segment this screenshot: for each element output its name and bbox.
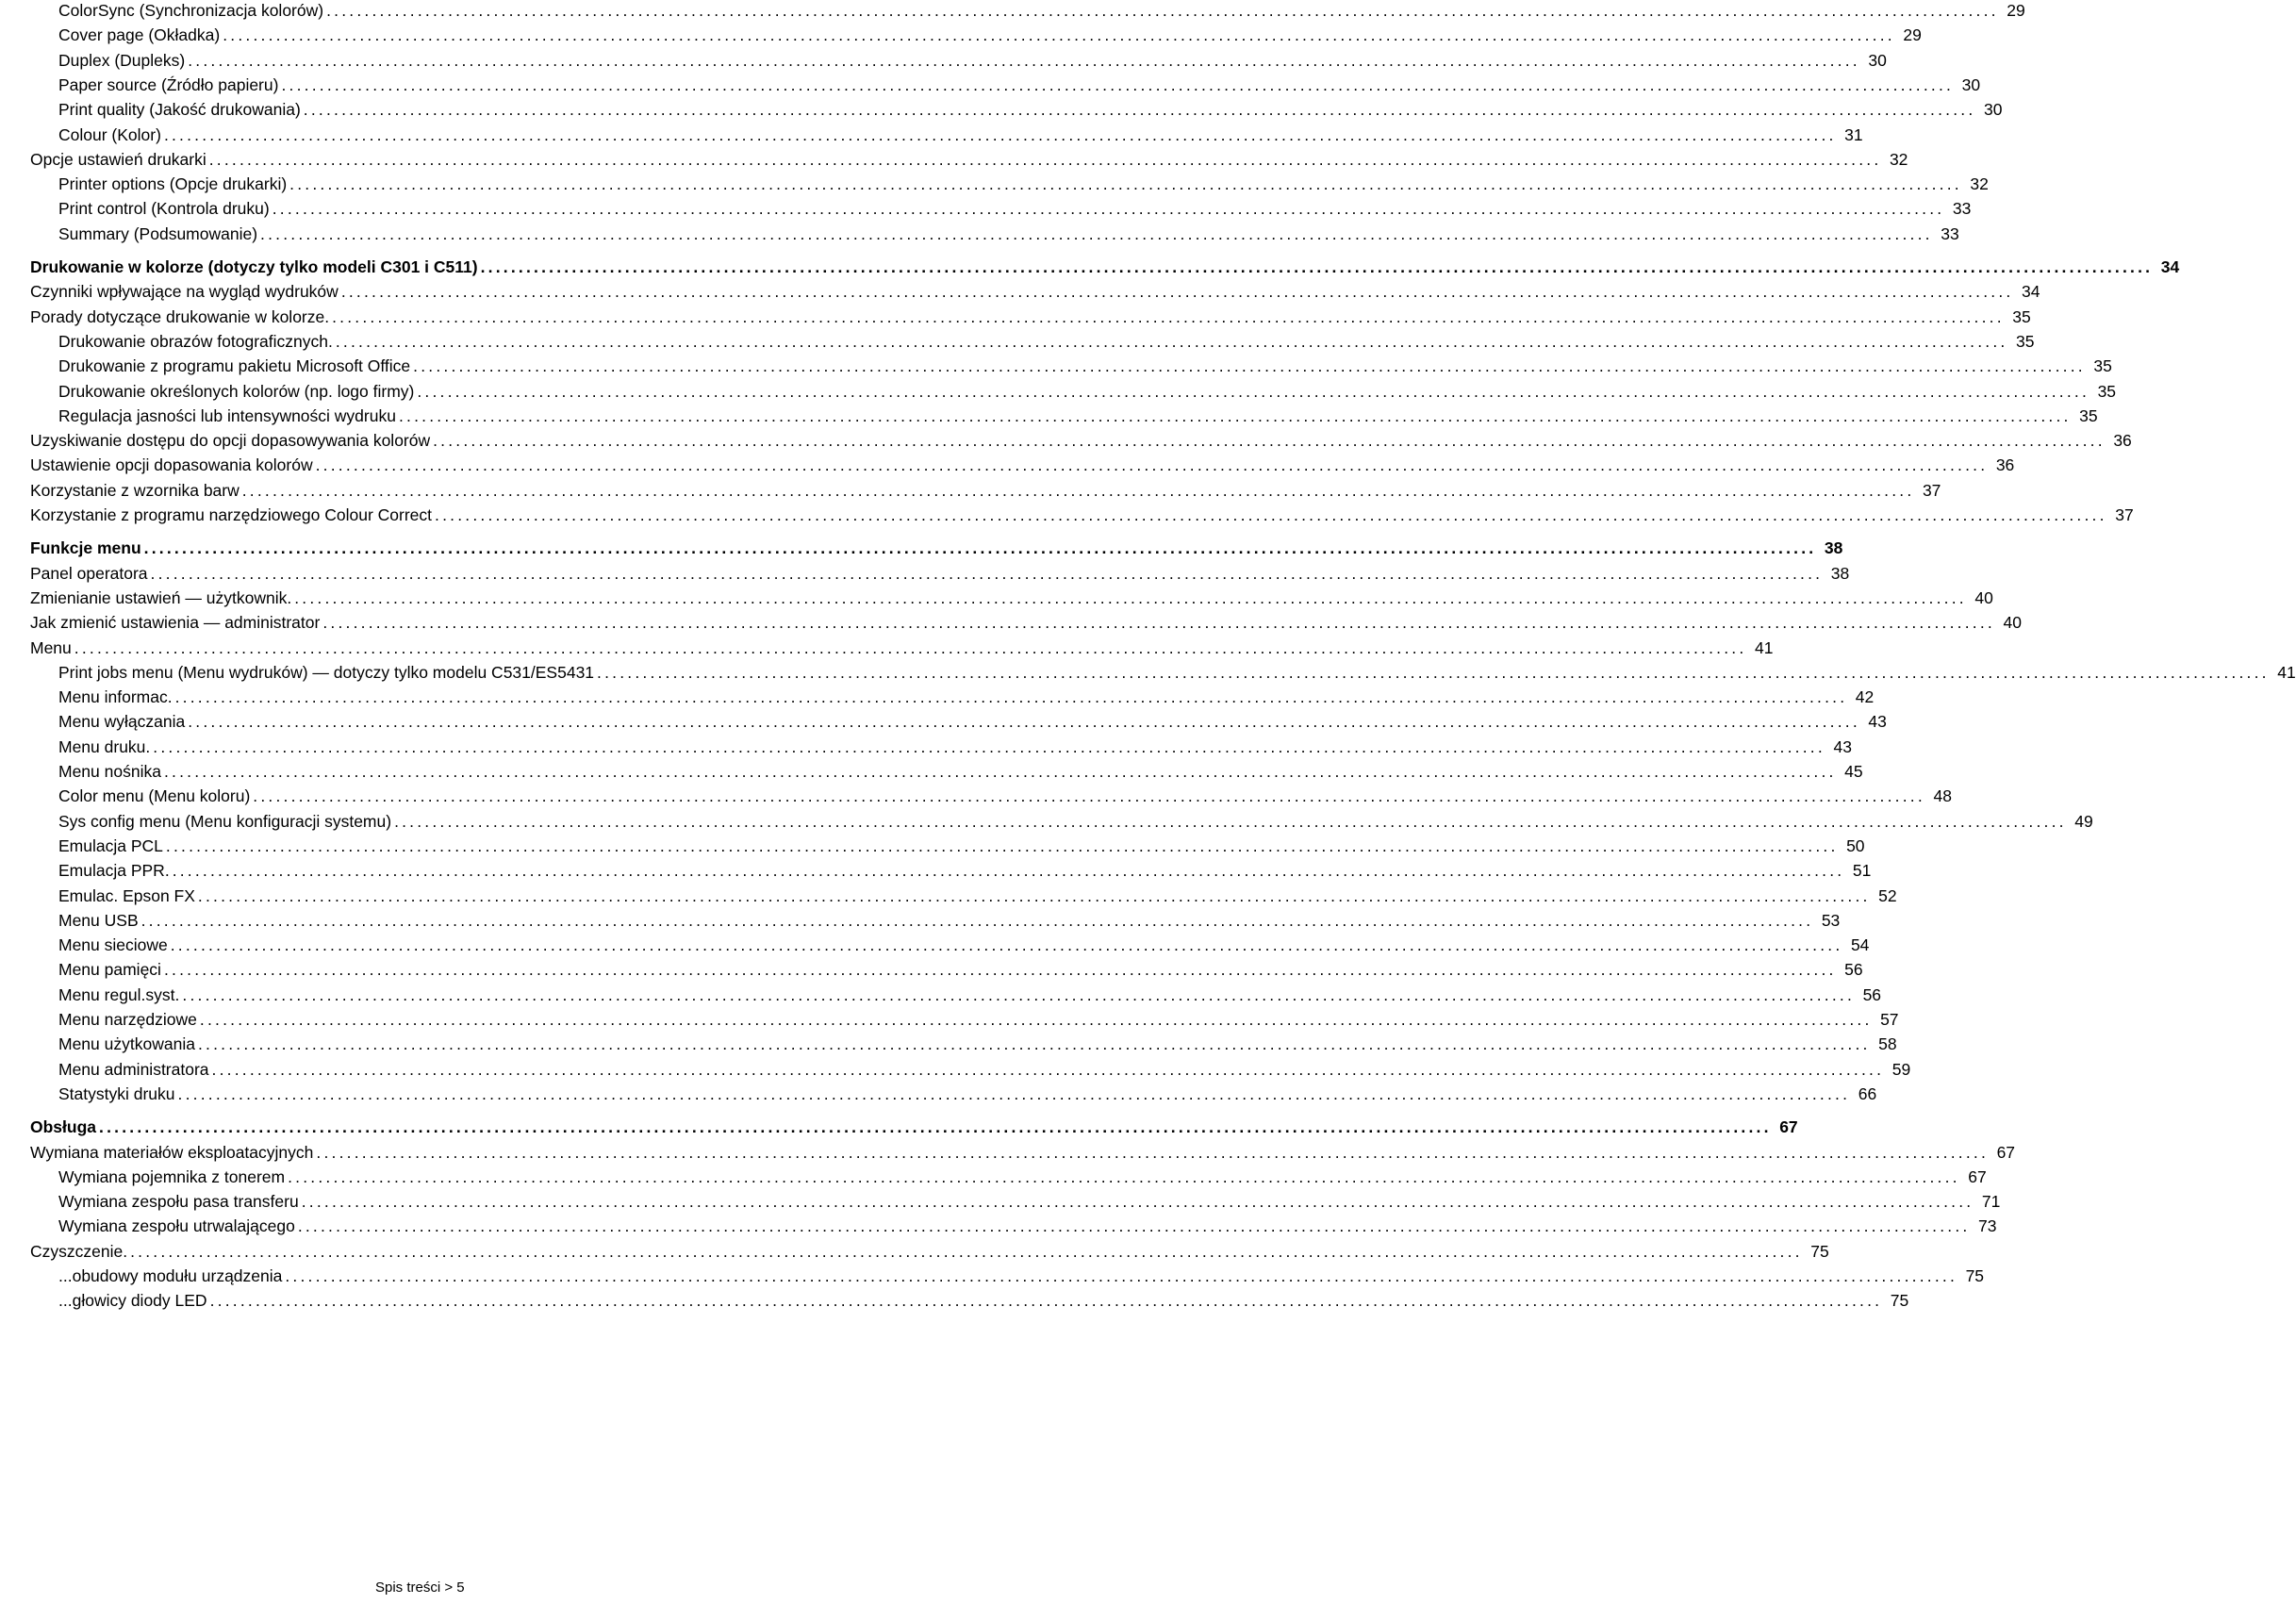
toc-dot-leader: ............................................................................................................................................................................................................................ [241,480,1915,500]
toc-entry-page-number: 67 [1779,1117,1798,1137]
toc-entry-title: Emulacja PPR. [58,861,170,881]
toc-entry-title: Emulacja PCL [58,835,163,855]
toc-entry[interactable] [0,1264,1985,1288]
toc-entry[interactable] [0,586,1993,610]
toc-dot-leader: ............................................................................................................................................................................................................................ [74,637,1747,657]
toc-entry[interactable] [0,858,1872,883]
toc-entry-page-number: 75 [1810,1241,1829,1261]
toc-entry[interactable] [0,1239,1829,1264]
toc-dot-leader: ............................................................................................................................................................................................................................ [143,538,1817,558]
toc-entry-title: Summary (Podsumowanie) [58,223,258,243]
toc-entry-title: Menu narzędziowe [58,1010,197,1029]
toc-dot-leader: ............................................................................................................................................................................................................................ [182,984,1856,1004]
toc-entry-page-number: 30 [1868,50,1887,70]
toc-dot-leader: ............................................................................................................................................................................................................................ [289,174,1962,194]
toc-entry[interactable] [0,1189,2001,1214]
toc-entry[interactable] [0,404,2098,428]
toc-dot-leader: ............................................................................................................................................................................................................................ [417,381,2090,401]
toc-dot-leader: ............................................................................................................................................................................................................................ [130,1241,1803,1261]
toc-entry-page-number: 35 [2016,331,2035,351]
toc-entry-page-number: 35 [2097,381,2117,401]
toc-entry-page-number: 43 [1833,736,1852,756]
toc-entry-page-number: 42 [1855,687,1875,707]
toc-entry-page-number: 34 [2022,282,2040,302]
toc-dot-leader: ............................................................................................................................................................................................................................ [326,1,1999,20]
toc-entry-title: Colour (Kolor) [58,124,161,144]
toc-entry-page-number: 50 [1846,835,1865,855]
toc-entry-page-number: 54 [1850,935,1870,955]
toc-entry-title: Menu użytkowania [58,1034,195,1054]
toc-entry-title: Duplex (Dupleks) [58,50,186,70]
toc-entry[interactable] [0,305,2031,329]
toc-entry-page-number: 29 [1903,25,1922,45]
toc-entry[interactable] [0,354,2112,378]
toc-entry-title: Drukowanie określonych kolorów (np. logo firmy) [58,381,415,401]
toc-chapter-entry[interactable] [0,536,1843,560]
toc-dot-leader: ............................................................................................................................................................................................................................ [413,356,2086,376]
toc-entry-title: Czyszczenie. [30,1241,128,1261]
toc-entry-page-number: 41 [1754,637,1774,657]
toc-dot-leader: ............................................................................................................................................................................................................................ [209,1291,1883,1311]
toc-entry-page-number: 31 [1844,124,1863,144]
toc-entry-title: Print control (Kontrola druku) [58,199,270,219]
toc-entry-page-number: 32 [1889,149,1908,169]
toc-dot-leader: ............................................................................................................................................................................................................................ [170,935,1843,955]
toc-dot-leader: ............................................................................................................................................................................................................................ [322,613,1995,633]
toc-entry-title: Opcje ustawień drukarki [30,149,206,169]
toc-entry-title: Wymiana materiałów eksploatacyjnych [30,1142,314,1162]
toc-entry-title: Menu nośnika [58,762,161,781]
toc-entry[interactable] [0,379,2117,404]
toc-entry-title: Print jobs menu (Menu wydruków) — dotyczy tylko modelu C531/ES5431 [58,662,595,682]
toc-entry-page-number: 59 [1891,1059,1911,1079]
toc-entry-page-number: 33 [1941,223,1959,243]
toc-entry[interactable] [0,97,2003,122]
toc-dot-leader: ............................................................................................................................................................................................................................ [177,1083,1851,1103]
toc-entry-title: Print quality (Jakość drukowania) [58,100,301,120]
toc-entry-title: Cover page (Okładka) [58,25,221,45]
toc-dot-leader: ............................................................................................................................................................................................................................ [211,1059,1885,1079]
toc-dot-leader: ............................................................................................................................................................................................................................ [597,662,2270,682]
toc-entry-page-number: 38 [1830,563,1850,583]
toc-entry[interactable] [0,73,1981,97]
toc-entry[interactable] [0,636,1774,660]
toc-entry-page-number: 38 [1824,538,1843,558]
toc-entry[interactable] [0,784,1952,808]
toc-entry-page-number: 33 [1952,199,1972,219]
toc-entry[interactable] [0,735,1852,759]
toc-entry[interactable] [0,453,2015,477]
toc-entry-title: Menu druku. [58,736,151,756]
toc-entry-title: Emulac. Epson FX [58,885,195,905]
toc-entry-page-number: 73 [1978,1216,1997,1236]
toc-entry-title: Menu administratora [58,1059,209,1079]
toc-entry[interactable] [0,503,2134,527]
toc-entry-title: Printer options (Opcje drukarki) [58,174,288,194]
toc-entry-title: Drukowanie z programu pakietu Microsoft Office [58,356,411,376]
toc-entry[interactable] [0,196,1972,221]
toc-entry-title: Color menu (Menu koloru) [58,786,251,806]
toc-entry-page-number: 66 [1858,1083,1877,1103]
toc-entry-title: Wymiana zespołu pasa transferu [58,1192,299,1212]
toc-entry-page-number: 49 [2074,811,2093,831]
toc-entry-page-number: 40 [2003,613,2022,633]
toc-entry[interactable] [0,147,1908,172]
toc-dot-leader: ............................................................................................................................................................................................................................ [285,1266,1958,1285]
toc-dot-leader: ............................................................................................................................................................................................................................ [480,257,2154,276]
toc-entry-page-number: 56 [1862,984,1882,1004]
toc-dot-leader: ............................................................................................................................................................................................................................ [260,223,1933,243]
toc-entry[interactable] [0,834,1865,858]
toc-entry-title: Zmienianie ustawień — użytkownik. [30,587,292,607]
toc-entry-title: Menu [30,637,72,657]
toc-entry[interactable] [0,957,1863,982]
toc-entry-page-number: 67 [1968,1166,1987,1186]
toc-entry[interactable] [0,884,1897,908]
toc-entry-title: Sys config menu (Menu konfiguracji systemu) [58,811,392,831]
toc-entry-page-number: 36 [2113,431,2132,451]
toc-entry-title: Czynniki wpływające na wygląd wydruków [30,282,339,302]
toc-entry-page-number: 75 [1965,1266,1985,1285]
toc-entry-page-number: 36 [1995,455,2015,475]
toc-entry[interactable] [0,1007,1899,1032]
toc-entry-page-number: 57 [1880,1010,1899,1029]
toc-chapter-entry[interactable] [0,1115,1798,1139]
toc-dot-leader: ............................................................................................................................................................................................................................ [165,835,1839,855]
toc-dot-leader: ............................................................................................................................................................................................................................ [394,811,2067,831]
toc-entry-title: Panel operatora [30,563,148,583]
toc-entry-page-number: 35 [2012,306,2031,326]
toc-dot-leader: ............................................................................................................................................................................................................................ [223,25,1895,45]
toc-entry-title: Korzystanie z programu narzędziowego Colour Correct [30,505,433,524]
toc-entry-title: Paper source (Źródło papieru) [58,74,279,94]
toc-entry-title: Menu sieciowe [58,935,168,955]
toc-entry[interactable] [0,809,2093,834]
toc-entry-title: Regulacja jasności lub intensywności wydruku [58,405,396,425]
toc-dot-leader: ............................................................................................................................................................................................................................ [316,1142,1990,1162]
toc-dot-leader: ............................................................................................................................................................................................................................ [297,1216,1971,1236]
toc-dot-leader: ............................................................................................................................................................................................................................ [172,861,1845,881]
toc-entry[interactable] [0,561,1850,586]
toc-dot-leader: ............................................................................................................................................................................................................................ [140,910,1814,930]
toc-entry[interactable] [0,660,2296,685]
toc-entry-page-number: 32 [1970,174,1989,194]
toc-entry-page-number: 58 [1878,1034,1897,1054]
toc-dot-leader: ............................................................................................................................................................................................................................ [174,687,1848,707]
toc-dot-leader: ............................................................................................................................................................................................................................ [301,1192,1974,1212]
toc-entry-title: ...głowicy diody LED [58,1291,207,1311]
toc-dot-leader: ............................................................................................................................................................................................................................ [272,199,1945,219]
toc-entry-title: Menu informac. [58,687,173,707]
toc-dot-leader: ............................................................................................................................................................................................................................ [197,885,1871,905]
toc-entry-title: Uzyskiwanie dostępu do opcji dopasowywania kolorów [30,431,431,451]
toc-entry[interactable] [0,172,1989,196]
toc-entry-title: Menu USB [58,910,139,930]
toc-dot-leader: ............................................................................................................................................................................................................................ [208,149,1882,169]
toc-entry-page-number: 75 [1890,1291,1909,1311]
toc-entry-page-number: 56 [1844,960,1863,980]
toc-dot-leader: ............................................................................................................................................................................................................................ [153,736,1825,756]
toc-dot-leader: ............................................................................................................................................................................................................................ [435,505,2107,524]
toc-chapter-entry[interactable] [0,255,2180,279]
toc-entry-title: Wymiana pojemnika z tonerem [58,1166,286,1186]
toc-entry-page-number: 52 [1878,885,1897,905]
toc-dot-leader: ............................................................................................................................................................................................................................ [197,1034,1871,1054]
toc-entry[interactable] [0,908,1841,933]
toc-entry-page-number: 30 [1961,74,1981,94]
toc-entry[interactable] [0,123,1863,147]
toc-entry-page-number: 40 [1974,587,1993,607]
toc-entry[interactable] [0,279,2040,304]
toc-entry[interactable] [0,1214,1997,1238]
toc-entry-page-number: 71 [1981,1192,2001,1212]
toc-entry-title: Statystyki druku [58,1083,175,1103]
toc-entry-page-number: 34 [2160,257,2180,276]
toc-entry-page-number: 35 [2079,405,2098,425]
toc-dot-leader: ............................................................................................................................................................................................................................ [163,762,1837,781]
toc-entry[interactable] [0,933,1870,957]
toc-entry-page-number: 67 [1996,1142,2016,1162]
toc-entry[interactable] [0,610,2022,635]
toc-dot-leader: ............................................................................................................................................................................................................................ [163,124,1837,144]
toc-entry-title: Menu wyłączania [58,712,186,732]
toc-entry[interactable] [0,1082,1877,1106]
toc-entry[interactable] [0,48,1887,73]
footer-page-label: Spis treści > 5 [375,1580,465,1596]
toc-entry-title: Obsługa [30,1117,97,1137]
toc-dot-leader: ............................................................................................................................................................................................................................ [163,960,1837,980]
toc-entry-title: Menu pamięci [58,960,161,980]
toc-dot-leader: ............................................................................................................................................................................................................................ [335,331,2008,351]
toc-entry-page-number: 51 [1852,861,1872,881]
toc-entry-page-number: 53 [1821,910,1841,930]
toc-dot-leader: ............................................................................................................................................................................................................................ [294,587,1967,607]
toc-entry[interactable] [0,1032,1897,1056]
toc-dot-leader: ............................................................................................................................................................................................................................ [99,1117,1772,1137]
toc-entry-page-number: 43 [1868,712,1887,732]
toc-entry-page-number: 48 [1933,786,1952,806]
toc-entry-title: Jak zmienić ustawienia — administrator [30,613,321,633]
toc-entry[interactable] [0,759,1863,784]
toc-entry[interactable] [0,1057,1911,1082]
toc-entry[interactable] [0,1288,1909,1313]
toc-entry[interactable] [0,983,1882,1007]
toc-dot-leader: ............................................................................................................................................................................................................................ [281,74,1955,94]
toc-entry-title: Porady dotyczące drukowanie w kolorze. [30,306,330,326]
toc-entry-page-number: 41 [2277,662,2296,682]
toc-entry-title: Korzystanie z wzornika barw [30,480,240,500]
toc-entry[interactable] [0,685,1875,709]
toc-dot-leader: ............................................................................................................................................................................................................................ [303,100,1976,120]
toc-dot-leader: ............................................................................................................................................................................................................................ [188,50,1860,70]
toc-entry[interactable] [0,478,1941,503]
toc-entry[interactable] [0,1140,2016,1165]
toc-entry-title: ColorSync (Synchronizacja kolorów) [58,1,324,20]
toc-entry-page-number: 30 [1983,100,2003,120]
toc-entry[interactable] [0,23,1922,47]
toc-entry-page-number: 45 [1844,762,1863,781]
toc-entry-title: Ustawienie opcji dopasowania kolorów [30,455,313,475]
toc-entry[interactable] [0,0,2025,23]
toc-entry-page-number: 35 [2093,356,2112,376]
toc-entry[interactable] [0,1165,1987,1189]
toc-entry[interactable] [0,329,2035,354]
toc-dot-leader: ............................................................................................................................................................................................................................ [188,712,1860,732]
toc-dot-leader: ............................................................................................................................................................................................................................ [315,455,1989,475]
toc-dot-leader: ............................................................................................................................................................................................................................ [398,405,2072,425]
toc-dot-leader: ............................................................................................................................................................................................................................ [253,786,1925,806]
toc-entry-page-number: 37 [2115,505,2134,524]
toc-entry-title: Wymiana zespołu utrwalającego [58,1216,295,1236]
toc-entry-page-number: 29 [2007,1,2025,20]
toc-entry[interactable] [0,222,1959,246]
toc-entry[interactable] [0,428,2132,453]
toc-dot-leader: ............................................................................................................................................................................................................................ [433,431,2106,451]
toc-dot-leader: ............................................................................................................................................................................................................................ [340,282,2014,302]
toc-dot-leader: ............................................................................................................................................................................................................................ [199,1010,1873,1029]
toc-entry-title: Drukowanie obrazów fotograficznych. [58,331,333,351]
toc-dot-leader: ............................................................................................................................................................................................................................ [288,1166,1960,1186]
toc-entry-title: Menu regul.syst. [58,984,180,1004]
toc-entry-title: ...obudowy modułu urządzenia [58,1266,283,1285]
toc-dot-leader: ............................................................................................................................................................................................................................ [332,306,2005,326]
toc-entry-page-number: 37 [1922,480,1941,500]
toc-entry-title: Drukowanie w kolorze (dotyczy tylko modeli C301 i C511) [30,257,478,276]
toc-entry-title: Funkcje menu [30,538,141,558]
toc-entry[interactable] [0,709,1887,734]
toc-dot-leader: ............................................................................................................................................................................................................................ [150,563,1824,583]
